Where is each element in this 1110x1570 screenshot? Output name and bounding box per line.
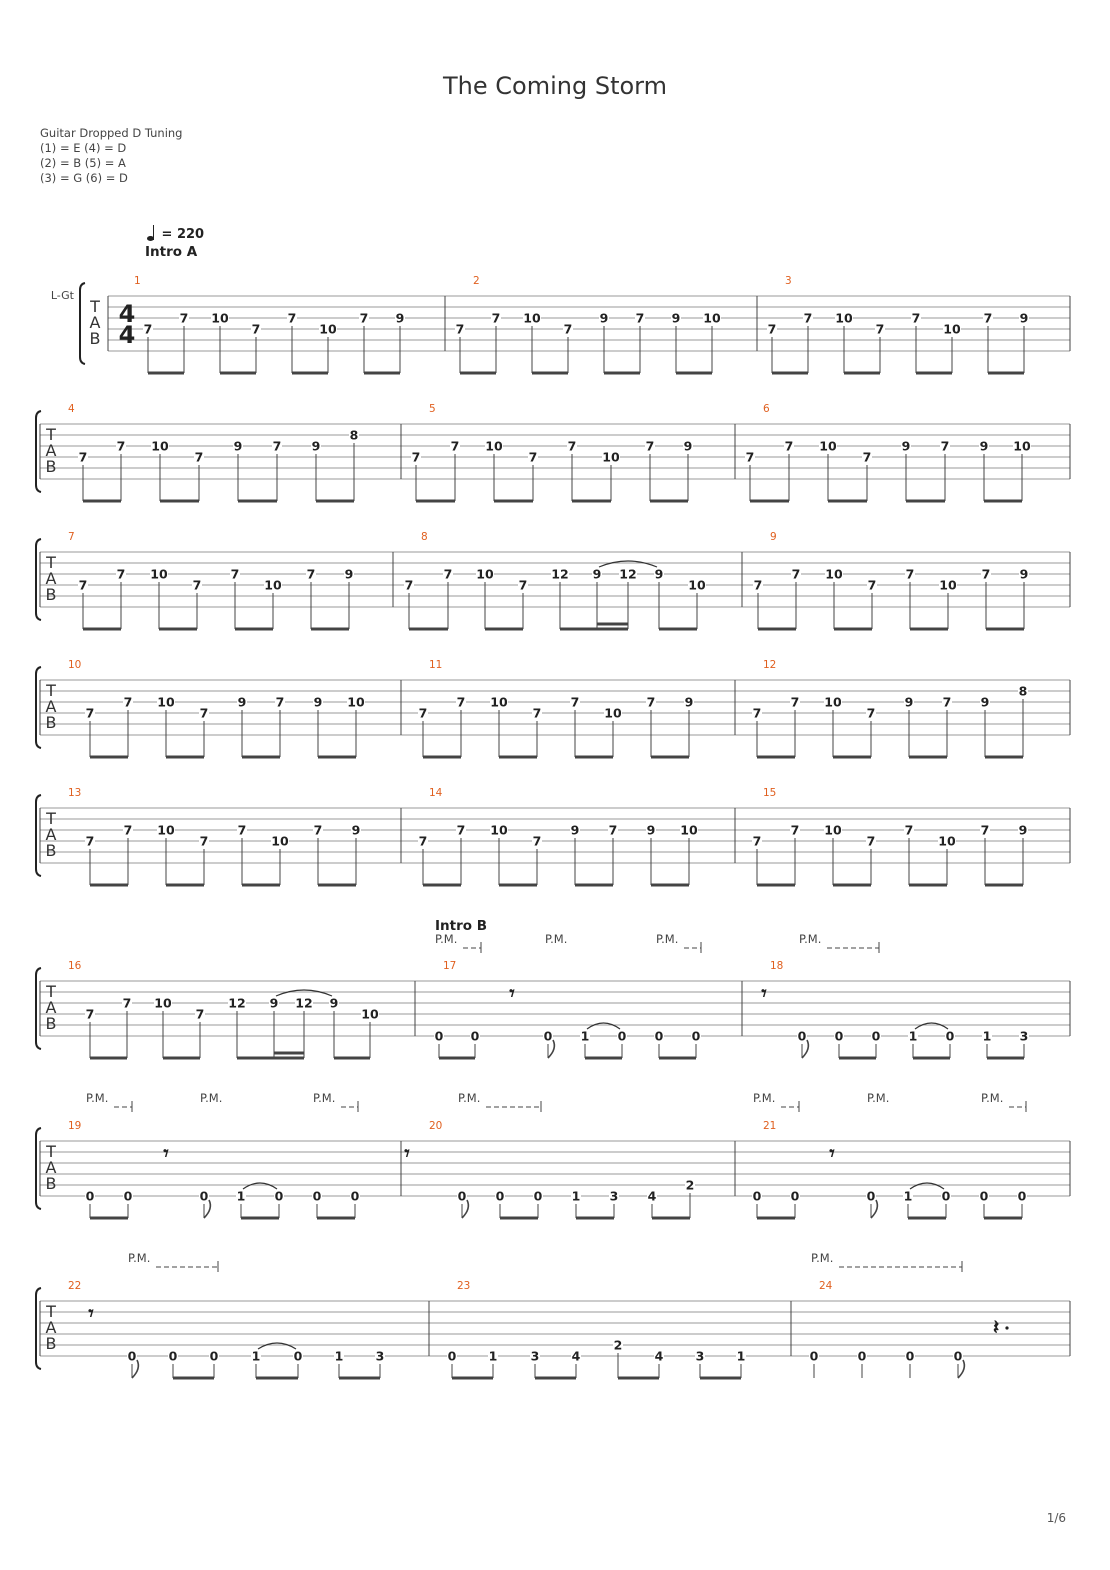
fret-number: 2 (613, 1337, 623, 1353)
tab-clef-letter: T (90, 297, 100, 316)
fret-number: 4 (571, 1348, 581, 1364)
fret-number: 7 (199, 705, 209, 721)
fret-number: 10 (150, 566, 168, 582)
tie-arc (258, 1343, 296, 1349)
fret-number: 0 (953, 1348, 963, 1364)
tab-clef-letter: A (45, 1158, 57, 1177)
palm-mute-label: P.M. (435, 932, 458, 946)
fret-number: 0 (470, 1028, 480, 1044)
time-signature-denominator: 4 (118, 321, 136, 349)
fret-number: 9 (344, 566, 354, 582)
fret-number: 9 (904, 694, 914, 710)
fret-number: 10 (939, 577, 957, 593)
tab-clef-letter: A (45, 998, 57, 1017)
fret-number: 7 (116, 566, 126, 582)
fret-number: 0 (691, 1028, 701, 1044)
fret-number: 10 (157, 694, 175, 710)
fret-number: 9 (646, 822, 656, 838)
fret-number: 7 (862, 449, 872, 465)
palm-mute-label: P.M. (753, 1091, 776, 1105)
eighth-rest: 𝄾 (829, 1141, 835, 1165)
rest-dot (1005, 1326, 1008, 1329)
measure-number: 11 (429, 659, 443, 671)
fret-number: 0 (979, 1188, 989, 1204)
tab-clef-letter: T (46, 425, 56, 444)
fret-number: 10 (680, 822, 698, 838)
fret-number: 7 (123, 694, 133, 710)
tab-clef-letter: A (45, 569, 57, 588)
fret-number: 9 (901, 438, 911, 454)
fret-number: 7 (563, 321, 573, 337)
fret-number: 7 (456, 694, 466, 710)
fret-number: 7 (455, 321, 465, 337)
fret-number: 12 (295, 995, 313, 1011)
fret-number: 0 (168, 1348, 178, 1364)
fret-number: 0 (495, 1188, 505, 1204)
measure-number: 2 (473, 275, 480, 287)
measure-number: 21 (763, 1120, 777, 1132)
measure-number: 24 (819, 1280, 833, 1292)
tab-clef-letter: A (45, 825, 57, 844)
fret-number: 7 (753, 577, 763, 593)
fret-number: 1 (903, 1188, 913, 1204)
fret-number: 7 (195, 1006, 205, 1022)
fret-number: 7 (78, 577, 88, 593)
fret-number: 9 (980, 694, 990, 710)
fret-number: 10 (943, 321, 961, 337)
fret-number: 9 (351, 822, 361, 838)
fret-number: 7 (983, 310, 993, 326)
fret-number: 0 (905, 1348, 915, 1364)
fret-number: 7 (313, 822, 323, 838)
fret-number: 7 (942, 694, 952, 710)
fret-number: 1 (571, 1188, 581, 1204)
fret-number: 7 (646, 694, 656, 710)
tie-arc (910, 1183, 944, 1189)
fret-number: 0 (543, 1028, 553, 1044)
fret-number: 0 (209, 1348, 219, 1364)
fret-number: 10 (825, 566, 843, 582)
fret-number: 7 (85, 833, 95, 849)
palm-mute-label: P.M. (128, 1251, 151, 1265)
fret-number: 9 (1019, 566, 1029, 582)
fret-number: 9 (395, 310, 405, 326)
fret-number: 7 (192, 577, 202, 593)
tie-arc (243, 1183, 277, 1189)
measure-number: 6 (763, 403, 770, 415)
fret-number: 10 (938, 833, 956, 849)
system-bracket (80, 283, 85, 364)
measure-number: 23 (457, 1280, 471, 1292)
tuning-line: (3) = G (6) = D (40, 171, 128, 185)
fret-number: 9 (684, 694, 694, 710)
tab-clef-letter: T (46, 1302, 56, 1321)
tab-clef-letter: A (45, 697, 57, 716)
fret-number: 7 (179, 310, 189, 326)
measure-number: 8 (421, 531, 428, 543)
fret-number: 7 (491, 310, 501, 326)
fret-number: 10 (211, 310, 229, 326)
palm-mute-label: P.M. (313, 1091, 336, 1105)
fret-number: 3 (1019, 1028, 1029, 1044)
fret-number: 10 (688, 577, 706, 593)
fret-number: 0 (533, 1188, 543, 1204)
fret-number: 12 (619, 566, 637, 582)
fret-number: 9 (233, 438, 243, 454)
fret-number: 7 (784, 438, 794, 454)
track-label: L-Gt (50, 289, 74, 302)
measure-number: 22 (68, 1280, 82, 1292)
measure-number: 17 (443, 960, 457, 972)
fret-number: 10 (604, 705, 622, 721)
fret-number: 10 (602, 449, 620, 465)
fret-number: 12 (228, 995, 246, 1011)
fret-number: 0 (293, 1348, 303, 1364)
tab-clef-letter: B (45, 585, 57, 604)
fret-number: 0 (1017, 1188, 1027, 1204)
palm-mute-label: P.M. (981, 1091, 1004, 1105)
fret-number: 9 (654, 566, 664, 582)
fret-number: 7 (904, 822, 914, 838)
fret-number: 1 (488, 1348, 498, 1364)
tuning-name: Guitar Dropped D Tuning (40, 126, 183, 140)
fret-number: 4 (647, 1188, 657, 1204)
fret-number: 10 (523, 310, 541, 326)
fret-number: 7 (752, 705, 762, 721)
fret-number: 0 (654, 1028, 664, 1044)
tab-clef-letter: A (89, 313, 101, 332)
fret-number: 0 (866, 1188, 876, 1204)
fret-number: 7 (752, 833, 762, 849)
fret-number: 1 (736, 1348, 746, 1364)
song-title: The Coming Storm (443, 72, 667, 100)
palm-mute-label: P.M. (545, 932, 568, 946)
fret-number: 10 (490, 822, 508, 838)
fret-number: 1 (334, 1348, 344, 1364)
fret-number: 0 (857, 1348, 867, 1364)
palm-mute-label: P.M. (458, 1091, 481, 1105)
fret-number: 7 (981, 566, 991, 582)
palm-mute-label: P.M. (799, 932, 822, 946)
fret-number: 0 (617, 1028, 627, 1044)
fret-number: 10 (703, 310, 721, 326)
fret-number: 7 (275, 694, 285, 710)
tab-clef-letter: A (45, 1318, 57, 1337)
measure-number: 13 (68, 787, 82, 799)
measure-number: 16 (68, 960, 82, 972)
fret-number: 10 (835, 310, 853, 326)
fret-number: 9 (599, 310, 609, 326)
fret-number: 3 (609, 1188, 619, 1204)
fret-number: 7 (635, 310, 645, 326)
fret-number: 7 (411, 449, 421, 465)
palm-mute-label: P.M. (811, 1251, 834, 1265)
fret-number: 9 (671, 310, 681, 326)
fret-number: 7 (251, 321, 261, 337)
fret-number: 8 (1018, 683, 1028, 699)
fret-number: 7 (532, 705, 542, 721)
fret-number: 7 (143, 321, 153, 337)
fret-number: 10 (490, 694, 508, 710)
fret-number: 10 (1013, 438, 1031, 454)
fret-number: 7 (532, 833, 542, 849)
measure-number: 19 (68, 1120, 82, 1132)
measure-number: 7 (68, 531, 75, 543)
fret-number: 7 (287, 310, 297, 326)
fret-number: 7 (123, 822, 133, 838)
fret-number: 0 (809, 1348, 819, 1364)
eighth-rest: 𝄾 (509, 981, 515, 1005)
fret-number: 10 (154, 995, 172, 1011)
tuning-line: (1) = E (4) = D (40, 141, 127, 155)
tempo-value: = 220 (161, 227, 205, 242)
tab-clef-letter: T (46, 553, 56, 572)
fret-number: 9 (1019, 310, 1029, 326)
fret-number: 7 (116, 438, 126, 454)
fret-number: 10 (264, 577, 282, 593)
eighth-rest: 𝄾 (88, 1301, 94, 1325)
tuning-line: (2) = B (5) = A (40, 156, 126, 170)
measure-number: 12 (763, 659, 777, 671)
fret-number: 7 (790, 694, 800, 710)
fret-number: 7 (875, 321, 885, 337)
fret-number: 1 (236, 1188, 246, 1204)
fret-number: 7 (567, 438, 577, 454)
fret-number: 9 (237, 694, 247, 710)
tab-clef-letter: B (45, 1014, 57, 1033)
fret-number: 10 (824, 694, 842, 710)
fret-number: 9 (592, 566, 602, 582)
fret-number: 1 (982, 1028, 992, 1044)
fret-number: 7 (980, 822, 990, 838)
fret-number: 7 (404, 577, 414, 593)
fret-number: 7 (122, 995, 132, 1011)
fret-number: 7 (867, 577, 877, 593)
tab-clef-letter: B (45, 713, 57, 732)
palm-mute-label: P.M. (656, 932, 679, 946)
fret-number: 3 (375, 1348, 385, 1364)
fret-number: 7 (85, 705, 95, 721)
fret-number: 0 (312, 1188, 322, 1204)
fret-number: 7 (85, 1006, 95, 1022)
section-heading: Intro A (145, 244, 198, 260)
fret-number: 0 (790, 1188, 800, 1204)
fret-number: 7 (450, 438, 460, 454)
fret-number: 2 (685, 1177, 695, 1193)
fret-number: 7 (645, 438, 655, 454)
fret-number: 7 (790, 822, 800, 838)
fret-number: 7 (418, 705, 428, 721)
palm-mute-label: P.M. (200, 1091, 223, 1105)
fret-number: 10 (824, 822, 842, 838)
tie-arc (587, 1023, 620, 1029)
fret-number: 0 (871, 1028, 881, 1044)
measure-number: 3 (785, 275, 792, 287)
fret-number: 4 (654, 1348, 664, 1364)
fret-number: 1 (580, 1028, 590, 1044)
tab-clef-letter: B (45, 841, 57, 860)
tab-clef-letter: B (45, 457, 57, 476)
fret-number: 7 (745, 449, 755, 465)
fret-number: 9 (979, 438, 989, 454)
eighth-rest: 𝄾 (163, 1141, 169, 1165)
fret-number: 0 (945, 1028, 955, 1044)
fret-number: 9 (329, 995, 339, 1011)
tab-clef-letter: B (45, 1334, 57, 1353)
tab-clef-letter: B (45, 1174, 57, 1193)
fret-number: 9 (570, 822, 580, 838)
palm-mute-label: P.M. (867, 1091, 890, 1105)
fret-number: 7 (456, 822, 466, 838)
tab-clef-letter: T (46, 1142, 56, 1161)
fret-number: 10 (151, 438, 169, 454)
fret-number: 7 (866, 833, 876, 849)
fret-number: 1 (251, 1348, 261, 1364)
fret-number: 8 (349, 427, 359, 443)
measure-number: 18 (770, 960, 784, 972)
measure-number: 5 (429, 403, 436, 415)
fret-number: 0 (752, 1188, 762, 1204)
fret-number: 7 (905, 566, 915, 582)
section-heading: Intro B (435, 918, 488, 934)
fret-number: 10 (476, 566, 494, 582)
measure-number: 4 (68, 403, 75, 415)
fret-number: 0 (199, 1188, 209, 1204)
fret-number: 0 (941, 1188, 951, 1204)
fret-number: 7 (359, 310, 369, 326)
fret-number: 0 (447, 1348, 457, 1364)
measure-number: 10 (68, 659, 82, 671)
fret-number: 10 (361, 1006, 379, 1022)
fret-number: 0 (797, 1028, 807, 1044)
fret-number: 7 (230, 566, 240, 582)
fret-number: 7 (194, 449, 204, 465)
eighth-rest: 𝄾 (404, 1141, 410, 1165)
fret-number: 9 (1018, 822, 1028, 838)
eighth-rest: 𝄾 (761, 981, 767, 1005)
fret-number: 0 (834, 1028, 844, 1044)
fret-number: 7 (911, 310, 921, 326)
fret-number: 7 (608, 822, 618, 838)
fret-number: 12 (551, 566, 569, 582)
measure-number: 14 (429, 787, 443, 799)
tab-clef-letter: T (46, 809, 56, 828)
fret-number: 9 (683, 438, 693, 454)
fret-number: 9 (269, 995, 279, 1011)
fret-number: 7 (443, 566, 453, 582)
fret-number: 0 (123, 1188, 133, 1204)
fret-number: 0 (434, 1028, 444, 1044)
fret-number: 0 (274, 1188, 284, 1204)
fret-number: 7 (866, 705, 876, 721)
tab-clef-letter: T (46, 982, 56, 1001)
fret-number: 7 (803, 310, 813, 326)
tab-clef-letter: B (89, 329, 101, 348)
palm-mute-label: P.M. (86, 1091, 109, 1105)
measure-number: 1 (134, 275, 141, 287)
fret-number: 10 (347, 694, 365, 710)
fret-number: 7 (199, 833, 209, 849)
fret-number: 10 (157, 822, 175, 838)
fret-number: 7 (272, 438, 282, 454)
fret-number: 9 (313, 694, 323, 710)
measure-number: 15 (763, 787, 777, 799)
fret-number: 0 (350, 1188, 360, 1204)
fret-number: 9 (311, 438, 321, 454)
fret-number: 0 (85, 1188, 95, 1204)
measure-number: 9 (770, 531, 777, 543)
fret-number: 7 (767, 321, 777, 337)
fret-number: 7 (78, 449, 88, 465)
fret-number: 7 (791, 566, 801, 582)
tie-arc (915, 1023, 948, 1029)
fret-number: 10 (485, 438, 503, 454)
fret-number: 3 (530, 1348, 540, 1364)
fret-number: 7 (418, 833, 428, 849)
fret-number: 3 (695, 1348, 705, 1364)
tab-clef-letter: T (46, 681, 56, 700)
fret-number: 7 (570, 694, 580, 710)
quarter-rest: 𝄽 (992, 1315, 1000, 1339)
time-signature-numerator: 4 (118, 300, 136, 328)
measure-number: 20 (429, 1120, 443, 1132)
fret-number: 10 (819, 438, 837, 454)
fret-number: 7 (518, 577, 528, 593)
tab-clef-letter: A (45, 441, 57, 460)
fret-number: 0 (457, 1188, 467, 1204)
fret-number: 1 (908, 1028, 918, 1044)
fret-number: 10 (271, 833, 289, 849)
fret-number: 7 (306, 566, 316, 582)
fret-number: 7 (528, 449, 538, 465)
fret-number: 10 (319, 321, 337, 337)
fret-number: 7 (237, 822, 247, 838)
page-number: 1/6 (1046, 1511, 1066, 1525)
fret-number: 0 (127, 1348, 137, 1364)
fret-number: 7 (940, 438, 950, 454)
